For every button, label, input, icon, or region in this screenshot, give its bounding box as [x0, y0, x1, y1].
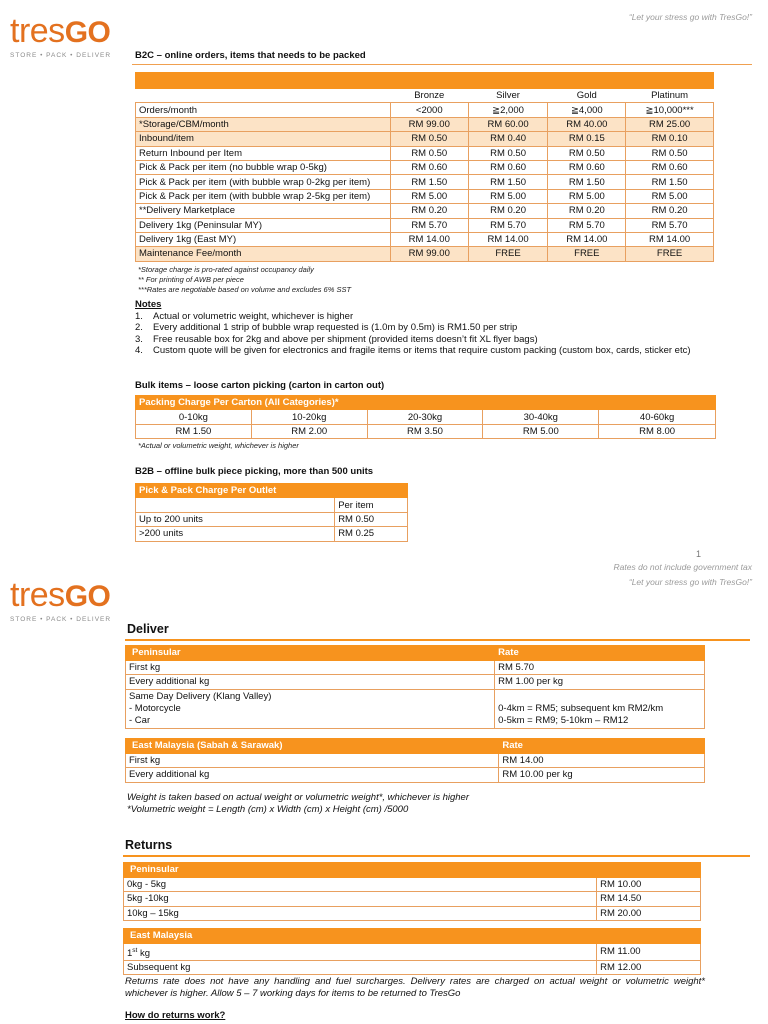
- page-number: 1: [696, 549, 702, 559]
- bulk-note: *Actual or volumetric weight, whichever is higher: [138, 441, 299, 450]
- b2c-pricing-table: [135, 72, 714, 262]
- header-quote: “Let your stress go with TresGo!”: [628, 12, 752, 22]
- returns-east-table: [123, 928, 701, 975]
- tier-platinum: Platinum: [626, 89, 714, 103]
- tier-gold: Gold: [548, 89, 626, 103]
- b2c-row: [136, 189, 714, 203]
- bulk-title: Bulk items – loose carton picking (carton in carton out): [135, 380, 385, 391]
- b2c-cell: RM 5.70: [626, 218, 714, 232]
- b2c-row-label: Pick & Pack per item (with bubble wrap 2-5kg per item): [136, 189, 391, 203]
- b2c-row: [136, 117, 714, 131]
- b2c-cell: RM 1.50: [548, 175, 626, 189]
- table-row: 10kg – 15kg RM 20.00: [124, 906, 701, 921]
- footnote-rates: ***Rates are negotiable based on volume and excludes 6% SST: [138, 285, 352, 294]
- b2c-cell: RM 5.70: [548, 218, 626, 232]
- b2c-cell: RM 5.00: [390, 189, 468, 203]
- deliver-pen-header: Peninsular Rate: [126, 646, 705, 661]
- b2c-row-label: Pick & Pack per item (no bubble wrap 0-5kg): [136, 160, 391, 174]
- table-row: >200 units RM 0.25: [136, 527, 408, 541]
- b2c-cell: RM 14.00: [548, 232, 626, 246]
- b2c-cell: ≧2,000: [468, 103, 548, 117]
- b2c-cell: RM 14.00: [626, 232, 714, 246]
- returns-how-link[interactable]: How do returns work?: [125, 1010, 226, 1021]
- b2c-tier-row: [136, 89, 714, 103]
- returns-title: Returns: [125, 838, 173, 852]
- bulk-weight: 20-30kg: [367, 410, 483, 424]
- b2b-title: B2B – offline bulk piece picking, more than 500 units: [135, 466, 374, 477]
- b2c-cell: RM 0.50: [548, 146, 626, 160]
- b2c-footnotes: [138, 265, 351, 295]
- b2c-row: [136, 132, 714, 146]
- b2c-cell: RM 0.50: [626, 146, 714, 160]
- b2c-row-label: Orders/month: [136, 103, 391, 117]
- notes-list: [135, 311, 735, 357]
- b2c-row: [136, 146, 714, 160]
- bulk-weight: 30-40kg: [483, 410, 599, 424]
- b2b-col-label: Per item: [335, 498, 408, 512]
- brand-tagline: STORE • PACK • DELIVER: [10, 52, 112, 59]
- table-row: Every additional kg RM 1.00 per kg: [126, 675, 705, 690]
- b2c-cell: RM 5.00: [468, 189, 548, 203]
- b2c-cell: RM 1.50: [390, 175, 468, 189]
- b2c-header-bar: [136, 73, 714, 89]
- b2c-cell: RM 14.00: [390, 232, 468, 246]
- bulk-price: RM 3.50: [367, 424, 483, 438]
- header-quote-2: “Let your stress go with TresGo!”: [628, 577, 752, 587]
- bulk-carton-table: [135, 395, 716, 439]
- b2c-row-label: Delivery 1kg (East MY): [136, 232, 391, 246]
- b2c-cell: RM 0.20: [626, 204, 714, 218]
- bulk-prices-row: [136, 424, 716, 438]
- table-row: 0kg - 5kg RM 10.00: [124, 877, 701, 892]
- note-item: 3. Free reusable box for 2kg and above per shipment (provided items doesn’t fit XL flyer bags): [135, 333, 538, 345]
- bulk-price: RM 2.00: [251, 424, 367, 438]
- b2c-cell: RM 1.50: [468, 175, 548, 189]
- deliver-title: Deliver: [127, 622, 169, 636]
- returns-peninsular-table: [123, 862, 701, 921]
- bulk-price: RM 1.50: [136, 424, 252, 438]
- b2c-cell: RM 0.50: [390, 146, 468, 160]
- b2c-cell: RM 25.00: [626, 117, 714, 131]
- footnote-storage: *Storage charge is pro-rated against occupancy daily: [138, 265, 314, 274]
- tier-silver: Silver: [468, 89, 548, 103]
- b2c-title-rule: [132, 64, 752, 65]
- bulk-price: RM 5.00: [483, 424, 599, 438]
- b2c-row: [136, 247, 714, 261]
- b2c-cell: RM 0.20: [548, 204, 626, 218]
- b2c-cell: FREE: [468, 247, 548, 261]
- returns-note: Returns rate does not have any handling and fuel surcharges. Delivery rates are charged on actual weight or volumetric weight* whichever is higher. Allow 5 – 7 working days for items to be returned to TresGo: [125, 976, 705, 999]
- returns-rule: [123, 855, 750, 857]
- brand-logo: [10, 14, 111, 59]
- table-row: Subsequent kg RM 12.00: [124, 960, 701, 975]
- b2c-row-label: *Storage/CBM/month: [136, 117, 391, 131]
- b2c-cell: RM 99.00: [390, 117, 468, 131]
- b2b-header-bar: [136, 484, 408, 498]
- deliver-east-header: East Malaysia (Sabah & Sarawak) Rate: [126, 739, 705, 754]
- b2c-cell: ≧10,000***: [626, 103, 714, 117]
- b2c-row: [136, 232, 714, 246]
- b2c-cell: RM 0.60: [468, 160, 548, 174]
- b2c-cell: RM 0.20: [390, 204, 468, 218]
- b2c-row: [136, 218, 714, 232]
- b2c-cell: <2000: [390, 103, 468, 117]
- b2c-row: [136, 175, 714, 189]
- bulk-header: Packing Charge Per Carton (All Categories)*: [136, 396, 716, 410]
- b2c-cell: RM 14.00: [468, 232, 548, 246]
- b2c-row-label: Maintenance Fee/month: [136, 247, 391, 261]
- b2c-cell: FREE: [626, 247, 714, 261]
- bulk-price: RM 8.00: [599, 424, 716, 438]
- b2b-col-row: [136, 498, 408, 512]
- b2c-cell: RM 5.00: [548, 189, 626, 203]
- note-item: 2. Every additional 1 strip of bubble wrap requested is (1.0m by 0.5m) is RM1.50 per strip: [135, 322, 518, 333]
- b2c-cell: RM 40.00: [548, 117, 626, 131]
- table-row: First kg RM 5.70: [126, 660, 705, 675]
- b2c-cell: RM 5.70: [468, 218, 548, 232]
- returns-east-header: East Malaysia: [124, 929, 701, 944]
- bulk-header-bar: [136, 396, 716, 410]
- b2c-cell: RM 0.10: [626, 132, 714, 146]
- b2c-cell: RM 0.50: [390, 132, 468, 146]
- b2c-cell: RM 0.50: [468, 146, 548, 160]
- same-day-row: Same Day Delivery (Klang Valley) - Motorcycle - Car 0-4km = RM5; subsequent km RM2/km 0-5km = RM9; 5-10km – RM12: [126, 689, 705, 728]
- bulk-weight: 10-20kg: [251, 410, 367, 424]
- brand-tagline-2: STORE • PACK • DELIVER: [10, 616, 112, 623]
- brand-wordmark: tresGO: [10, 12, 111, 50]
- b2c-cell: FREE: [548, 247, 626, 261]
- b2c-row: [136, 103, 714, 117]
- note-item: 4. Custom quote will be given for electronics and fragile items or items that require custom packing (custom box, cards, sticker etc): [135, 345, 691, 356]
- b2c-cell: RM 0.60: [390, 160, 468, 174]
- b2c-row: [136, 160, 714, 174]
- b2c-cell: RM 5.70: [390, 218, 468, 232]
- notes-section: [135, 299, 735, 357]
- deliver-rule: [125, 639, 750, 641]
- b2c-title: B2C – online orders, items that needs to be packed: [135, 50, 366, 61]
- tax-note: Rates do not include government tax: [613, 562, 752, 572]
- table-row: First kg RM 14.00: [126, 753, 705, 768]
- b2c-row-label: Return Inbound per Item: [136, 146, 391, 160]
- b2c-cell: RM 60.00: [468, 117, 548, 131]
- b2c-cell: RM 0.20: [468, 204, 548, 218]
- returns-pen-header: Peninsular: [124, 863, 701, 878]
- bulk-weights-row: [136, 410, 716, 424]
- note-item: 1. Actual or volumetric weight, whichever is higher: [135, 310, 354, 322]
- footnote-awb: ** For printing of AWB per piece: [138, 275, 244, 284]
- b2c-cell: ≧4,000: [548, 103, 626, 117]
- b2c-cell: RM 5.00: [626, 189, 714, 203]
- deliver-peninsular-table: [125, 645, 705, 729]
- bulk-weight: 40-60kg: [599, 410, 716, 424]
- b2c-row-label: Delivery 1kg (Peninsular MY): [136, 218, 391, 232]
- brand-logo-2: [10, 578, 111, 623]
- bulk-weight: 0-10kg: [136, 410, 252, 424]
- b2c-cell: RM 99.00: [390, 247, 468, 261]
- b2c-row: [136, 204, 714, 218]
- b2c-cell: RM 0.60: [548, 160, 626, 174]
- b2c-row-label: **Delivery Marketplace: [136, 204, 391, 218]
- tier-bronze: Bronze: [390, 89, 468, 103]
- b2c-cell: RM 0.60: [626, 160, 714, 174]
- b2b-table: [135, 483, 408, 542]
- table-row: 5kg -10kg RM 14.50: [124, 892, 701, 907]
- brand-wordmark-2: tresGO: [10, 576, 111, 614]
- b2c-cell: RM 1.50: [626, 175, 714, 189]
- deliver-east-table: [125, 738, 705, 783]
- b2b-header: Pick & Pack Charge Per Outlet: [136, 484, 408, 498]
- deliver-notes: Weight is taken based on actual weight or volumetric weight*, whichever is higher *Volumetric weight = Length (cm) x Width (cm) x Height (cm) /5000: [127, 792, 469, 815]
- b2c-row-label: Inbound/item: [136, 132, 391, 146]
- table-row: Every additional kg RM 10.00 per kg: [126, 768, 705, 783]
- table-row: Up to 200 units RM 0.50: [136, 512, 408, 526]
- notes-heading: Notes: [135, 299, 162, 310]
- b2c-cell: RM 0.15: [548, 132, 626, 146]
- b2c-cell: RM 0.40: [468, 132, 548, 146]
- table-row: 1st kg RM 11.00: [124, 943, 701, 960]
- b2c-row-label: Pick & Pack per item (with bubble wrap 0-2kg per item): [136, 175, 391, 189]
